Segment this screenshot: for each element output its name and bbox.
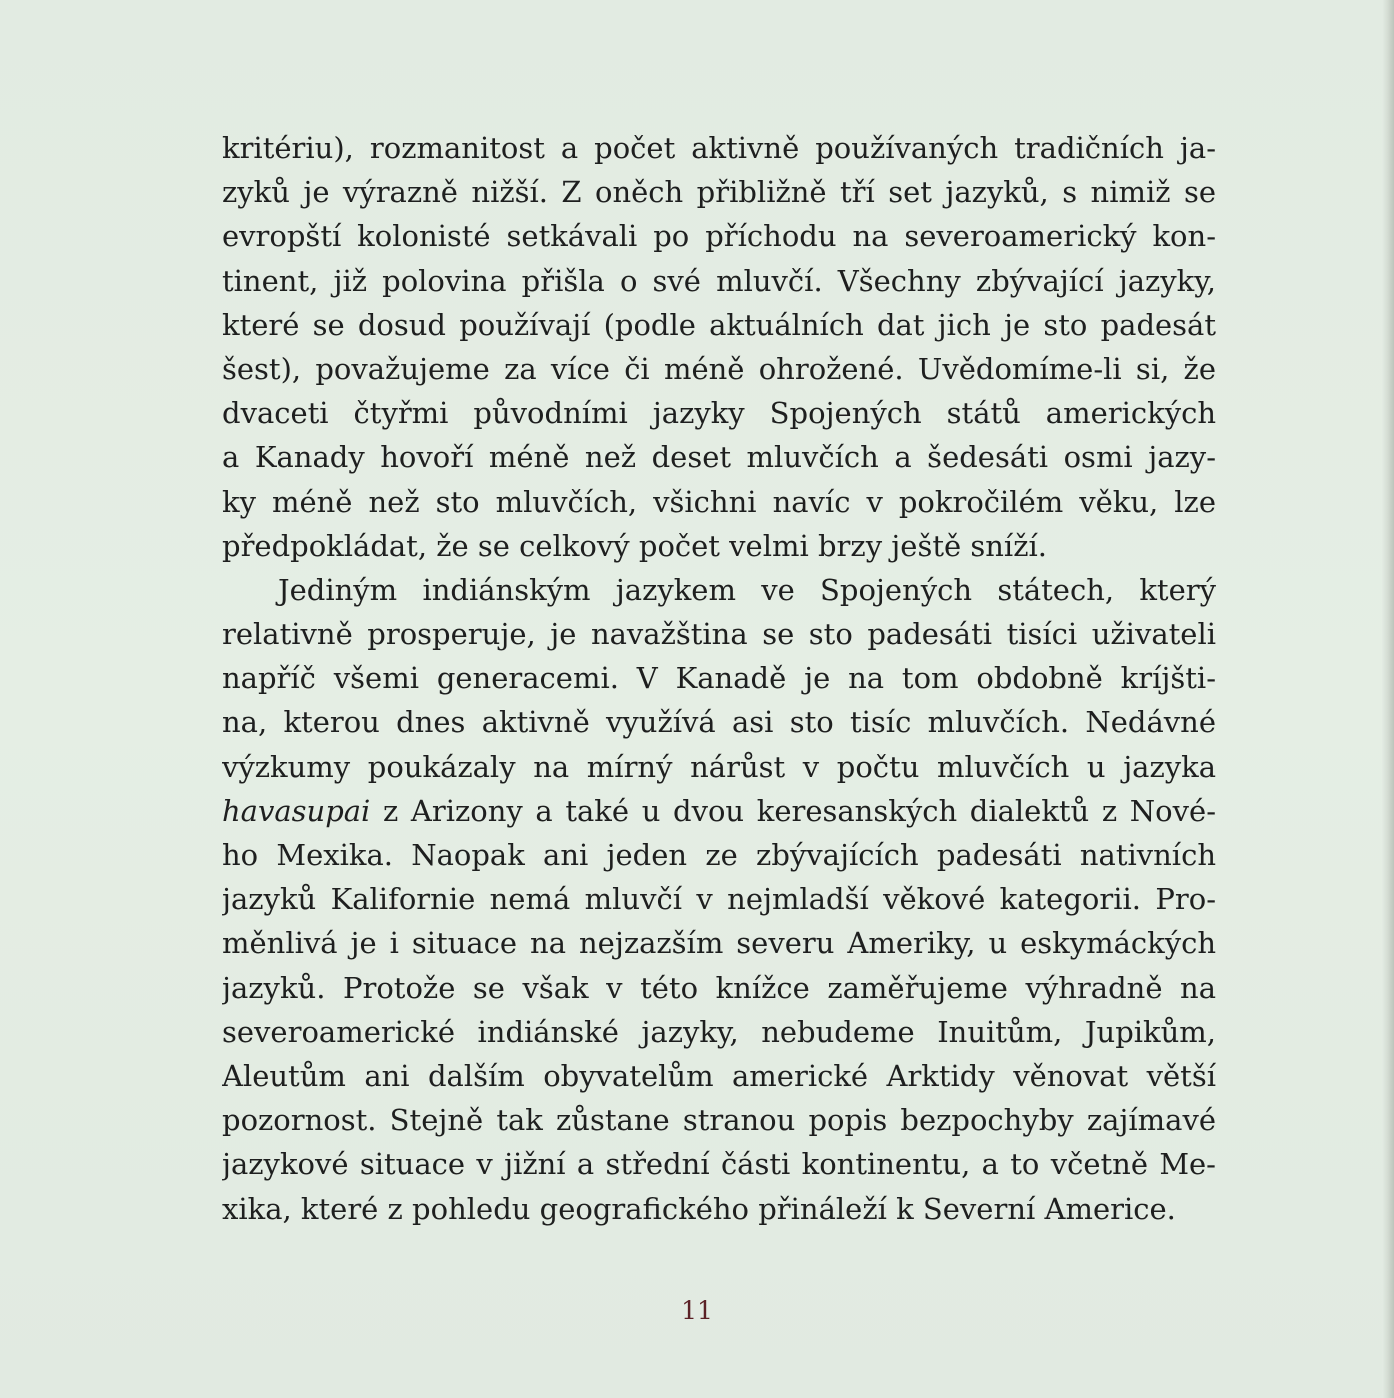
page-number: 11: [681, 1296, 713, 1325]
text-line: ky méně než sto mluvčích, všichni navíc v pokročilém věku, lze: [222, 484, 1216, 519]
text-line: pozornost. Stejně tak zůstane stranou popis bezpochyby zajímavé: [222, 1103, 1216, 1138]
italic-language-name: havasupai: [222, 793, 371, 828]
page-edge-shadow: [1382, 0, 1394, 1398]
text-line: předpokládat, že se celkový počet velmi brzy ještě sníží.: [222, 528, 1047, 563]
text-line: zyků je výrazně nižší. Z oněch přibližně tří set jazyků, s nimiž se: [222, 175, 1216, 210]
text-line: [222, 789, 1216, 833]
text-line: xika, které z pohledu geografického přináleží k Severní Americe.: [222, 1191, 1176, 1226]
text-line: dvaceti čtyřmi původními jazyky Spojených států amerických: [222, 396, 1216, 431]
text-line: jazyků Kalifornie nemá mluvčí v nejmladší věkové kategorii. Pro-: [222, 882, 1216, 917]
text-line: ho Mexika. Naopak ani jeden ze zbývajících padesáti nativních: [222, 838, 1216, 872]
text-line: relativně prosperuje, je navažština se sto padesáti tisíci uživateli: [222, 617, 1216, 652]
text-line: kritériu), rozmanitost a počet aktivně používaných tradičních ja-: [222, 131, 1216, 165]
text-line: a Kanady hovoří méně než deset mluvčích a šedesáti osmi jazy-: [222, 440, 1216, 475]
text-line: tinent, již polovina přišla o své mluvčí. Všechny zbývající jazyky,: [222, 263, 1216, 298]
text-line: jazykové situace v jižní a střední části kontinentu, a to včetně Me-: [222, 1147, 1216, 1182]
text-line: evropští kolonisté setkávali po příchodu na severoamerický kon-: [222, 219, 1216, 254]
text-line: na, kterou dnes aktivně využívá asi sto tisíc mluvčích. Nedávné: [222, 705, 1216, 740]
text-line: šest), považujeme za více či méně ohrožené. Uvědomíme-li si, že: [222, 351, 1216, 386]
text-line: Aleutům ani dalším obyvatelům americké Arktidy věnovat větší: [222, 1058, 1216, 1093]
text-line-rest: z Arizony a také u dvou keresanských dialektů z Nové-: [370, 793, 1216, 828]
text-line: výzkumy poukázaly na mírný nárůst v počtu mluvčích u jazyka: [222, 749, 1216, 784]
text-line: měnlivá je i situace na nejzazším severu Ameriky, u eskymáckých: [222, 926, 1216, 961]
paragraph-1: [222, 126, 1216, 568]
paragraph-2: [222, 568, 1216, 1231]
text-line: které se dosud používají (podle aktuálních dat jich je sto padesát: [222, 307, 1216, 342]
body-text: [222, 126, 1216, 1231]
text-line: Jediným indiánským jazykem ve Spojených státech, který: [278, 572, 1216, 607]
text-line: napříč všemi generacemi. V Kanadě je na tom obdobně kríjšti-: [222, 661, 1216, 696]
text-line: severoamerické indiánské jazyky, nebudeme Inuitům, Jupikům,: [222, 1014, 1216, 1049]
text-line: jazyků. Protože se však v této knížce zaměřujeme výhradně na: [222, 970, 1216, 1005]
